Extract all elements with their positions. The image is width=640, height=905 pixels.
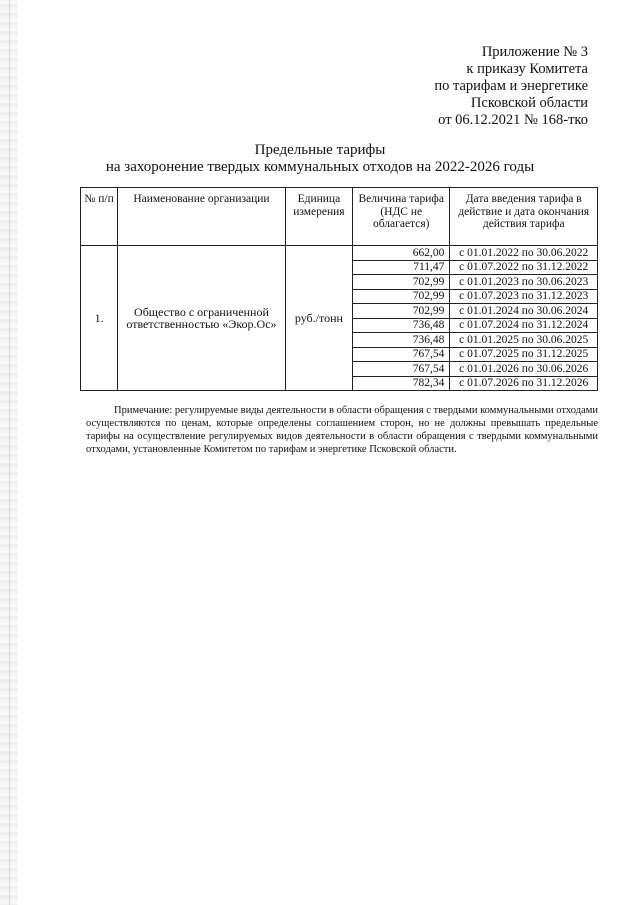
tariff-period: с 01.01.2026 по 30.06.2026: [450, 362, 598, 377]
row-number: 1.: [81, 246, 118, 391]
note-paragraph: Примечание: регулируемые виды деятельности в области обращения с твердыми коммунальными отходами осуществляются по ценам, которые определены соглашением сторон, но не должны превышать предельные тарифы на осуществление регулируемых видов деятельности в области обращения с твердыми коммунальными отходами, установленные Комитетом по тарифам и энергетике Псковской области.: [86, 405, 598, 455]
tariff-period: с 01.01.2025 по 30.06.2025: [450, 333, 598, 348]
tariff-value: 702,99: [353, 304, 450, 319]
tariff-period: с 01.07.2024 по 31.12.2024: [450, 318, 598, 333]
title-line-1: Предельные тарифы: [254, 142, 386, 158]
tariff-period: с 01.01.2024 по 30.06.2024: [450, 304, 598, 319]
table-row: [81, 246, 598, 261]
tariff-value: 736,48: [353, 318, 450, 333]
appendix-line: от 06.12.2021 № 168-тко: [438, 112, 588, 128]
tariff-period: с 01.01.2022 по 30.06.2022: [450, 246, 598, 261]
header-unit: Единица измерения: [285, 188, 352, 246]
tariff-value: 767,54: [353, 362, 450, 377]
appendix-line: Приложение № 3: [481, 44, 588, 60]
header-date: Дата введения тарифа в действие и дата окончания действия тарифа: [450, 188, 598, 246]
tariff-period: с 01.07.2025 по 31.12.2025: [450, 347, 598, 362]
tariff-value: 702,99: [353, 275, 450, 290]
header-value: Величина тарифа (НДС не облагается): [353, 188, 450, 246]
scan-edge-line: [9, 0, 10, 905]
tariff-value: 767,54: [353, 347, 450, 362]
tariff-period: с 01.01.2023 по 30.06.2023: [450, 275, 598, 290]
tariff-value: 782,34: [353, 376, 450, 391]
tariff-value: 711,47: [353, 260, 450, 275]
appendix-line: по тарифам и энергетике: [434, 78, 588, 94]
tariff-value: 702,99: [353, 289, 450, 304]
tariff-value: 662,00: [353, 246, 450, 261]
table-header-row: [81, 188, 598, 246]
document-title: [0, 142, 640, 176]
tariff-period: с 01.07.2023 по 31.12.2023: [450, 289, 598, 304]
tariff-table: [80, 187, 598, 391]
appendix-line: Псковской области: [470, 95, 588, 111]
header-organization: Наименование организации: [118, 188, 286, 246]
organization-name: Общество с ограниченной ответственностью «Экор.Ос»: [118, 246, 286, 391]
header-number: № п/п: [81, 188, 118, 246]
unit-cell: руб./тонн: [285, 246, 352, 391]
appendix-line: к приказу Комитета: [466, 61, 588, 77]
tariff-period: с 01.07.2022 по 31.12.2022: [450, 260, 598, 275]
tariff-period: с 01.07.2026 по 31.12.2026: [450, 376, 598, 391]
appendix-block: [434, 44, 588, 129]
title-line-2: на захоронение твердых коммунальных отходов на 2022-2026 годы: [105, 159, 535, 175]
tariff-value: 736,48: [353, 333, 450, 348]
